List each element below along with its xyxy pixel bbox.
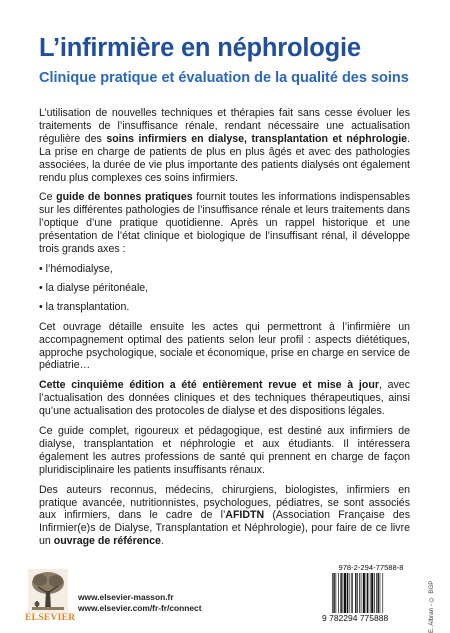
list-item: • l’hémodialyse,	[39, 263, 410, 276]
barcode-digits: 9 782294 775888	[322, 613, 389, 623]
back-cover-text	[39, 107, 410, 555]
axes-list	[39, 263, 410, 314]
elsevier-tree-logo	[28, 569, 68, 613]
paragraph-guide: Ce guide de bonnes pratiques fournit toutes les informations indispensables sur les différentes pathologies de l’insuffisance rénale et leurs traitements dans l’optique d’une pratique quotidienne. Après un rappel historique et une présentation de l’état clinique et biologique de l’insuffisant rénal, il développe trois grands axes :	[39, 191, 410, 256]
book-subtitle: Clinique pratique et évaluation de la qualité des soins	[39, 70, 409, 86]
paragraph-details: Cet ouvrage détaille ensuite les actes qui permettront à l’infirmière un accompagnement optimal des patients selon leur profil : aspects diététiques, approche psychologique, sociale et économique, prise en charge en service de pédiatrie…	[39, 320, 411, 372]
cover-credit: E. Albran - © BGP	[428, 580, 435, 633]
paragraph-edition: Cette cinquième édition a été entièrement revue et mise à jour, avec l’actualisation des données cliniques et des techniques thérapeutiques, ainsi qu’une actualisation des protocoles de dialyse et des dispositions légales.	[39, 379, 410, 418]
elsevier-wordmark: ELSEVIER	[25, 613, 76, 623]
paragraph-authors: Des auteurs reconnus, médecins, chirurgiens, biologistes, infirmiers en pratique avancée, nutritionnistes, psychologues, pédiatres, se sont associés aux infirmiers, dans le cadre de l’AFIDTN (Association Française des Infirmier(e)s de Dialyse, Transplantation et Néphrologie), pour faire de ce livre un ouvrage de référence.	[39, 483, 410, 548]
website-link-elsevier-masson[interactable]: www.elsevier-masson.fr	[78, 592, 174, 602]
list-item: • la transplantation.	[39, 301, 410, 314]
website-link-elsevier-connect[interactable]: www.elsevier.com/fr-fr/connect	[78, 603, 202, 613]
list-item: • la dialyse péritonéale,	[39, 282, 410, 295]
paragraph-intro: L’utilisation de nouvelles techniques et thérapies fait sans cesse évoluer les traitements de l’insuffisance rénale, rendant nécessaire une actualisation régulière des soins infirmiers en dialyse, transplantation et néphrologie. La prise en charge de patients de plus en plus âgés et avec des pathologies associées, la durée de vie plus importante des patients dialysés ont également rendu plus complexes ces soins infirmiers.	[39, 107, 410, 184]
isbn: 978-2-294-77588-8	[338, 563, 404, 572]
book-title: L’infirmière en néphrologie	[39, 34, 361, 62]
paragraph-audience: Ce guide complet, rigoureux et pédagogique, est destiné aux infirmiers de dialyse, transplantation et néphrologie et aux étudiants. Il intéressera également les autres professions de santé qui prennent en charge de façon pluridisciplinaire les patients insuffisants rénaux.	[39, 425, 410, 476]
